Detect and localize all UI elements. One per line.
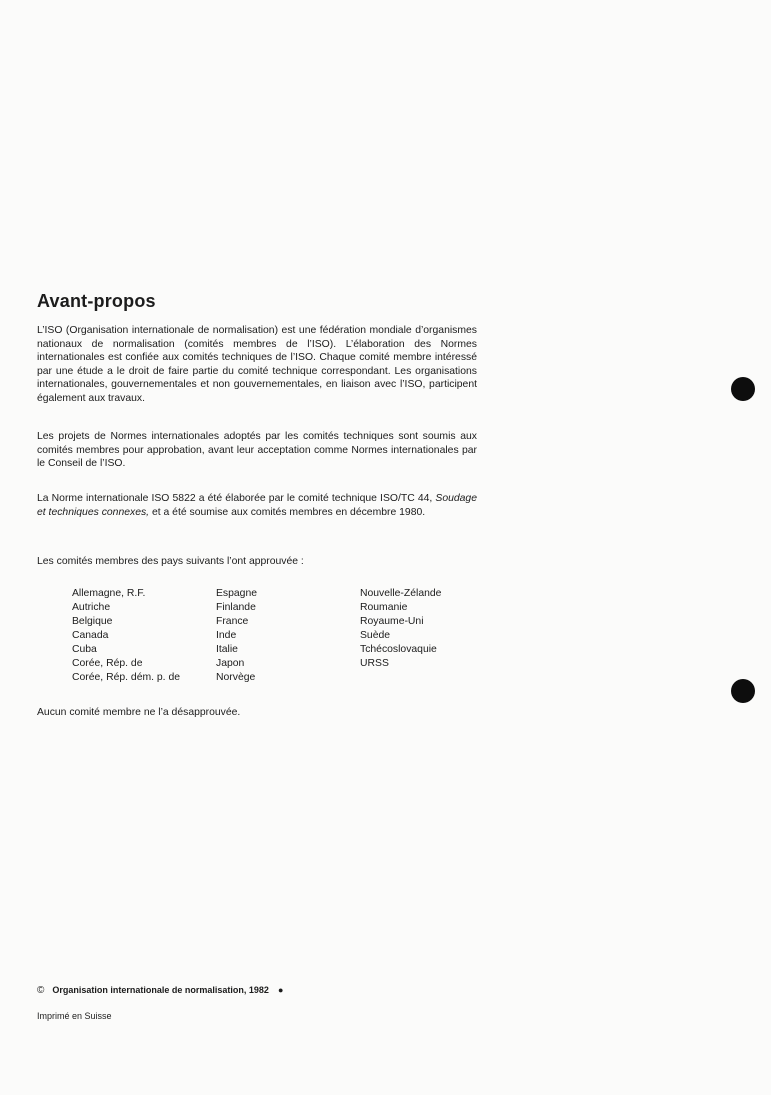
country-item: Royaume-Uni [360,616,424,627]
paragraph-iso-5822-start: La Norme internationale ISO 5822 a été élaborée par le comité technique ISO/TC 44, [37,493,433,504]
committee-title: Soudage et techniques connexes, [37,493,477,518]
paragraph-iso-5822 [37,492,477,519]
country-item: Inde [216,630,237,641]
country-item: Finlande [216,602,256,613]
country-item: Norvège [216,672,256,683]
country-item: Corée, Rép. dém. p. de [72,672,181,683]
country-item: Nouvelle-Zélande [360,588,442,599]
bullet-icon: ● [277,985,284,995]
country-item: Suède [360,630,391,641]
paragraph-approving-members: Les comités membres des pays suivants l’ont approuvée : [37,556,304,567]
country-item: Tchécoslovaquie [360,644,437,655]
copyright-icon: © [37,985,45,996]
country-item: Espagne [216,588,258,599]
copyright-line [37,985,283,996]
country-item: Corée, Rép. de [72,658,143,669]
paragraph-iso-5822-end: et a été soumise aux comités membres en décembre 1980. [151,506,426,518]
country-item: Cuba [72,644,97,655]
country-item: Roumanie [360,602,408,613]
country-item: Belgique [72,616,113,627]
printed-in: Imprimé en Suisse [37,1011,112,1021]
paragraph-no-disapproval: Aucun comité membre ne l’a désapprouvée. [37,707,241,718]
country-item: URSS [360,658,389,669]
country-item: France [216,616,249,627]
paragraph-iso-intro: L’ISO (Organisation internationale de normalisation) est une fédération mondiale d’organismes nationaux de normalisation (comités membres de l’ISO). L’élaboration des Normes internationales est confiée aux comités techniques de l’ISO. Chaque comité membre intéressé par une étude a le droit de faire partie du comité technique correspondant. Les organisations internationales, gouvernementales et non gouvernementales, en liaison avec l’ISO, participent également aux travaux. [37,325,477,404]
country-item: Canada [72,630,109,641]
punch-hole-icon [731,377,755,401]
page-title: Avant-propos [37,291,156,311]
country-list-column-2 [216,587,257,685]
paragraph-draft-approval: Les projets de Normes internationales adoptés par les comités techniques sont soumis aux comités membres pour approbation, avant leur acceptation comme Normes internationales par le Conseil de l’ISO. [37,431,477,470]
country-list-column-1 [72,587,180,685]
copyright-text: Organisation internationale de normalisation, 1982 [52,985,269,995]
country-item: Allemagne, R.F. [72,588,146,599]
punch-hole-icon [731,679,755,703]
country-item: Italie [216,644,238,655]
country-item: Japon [216,658,245,669]
country-item: Autriche [72,602,111,613]
country-list-column-3 [360,587,441,671]
